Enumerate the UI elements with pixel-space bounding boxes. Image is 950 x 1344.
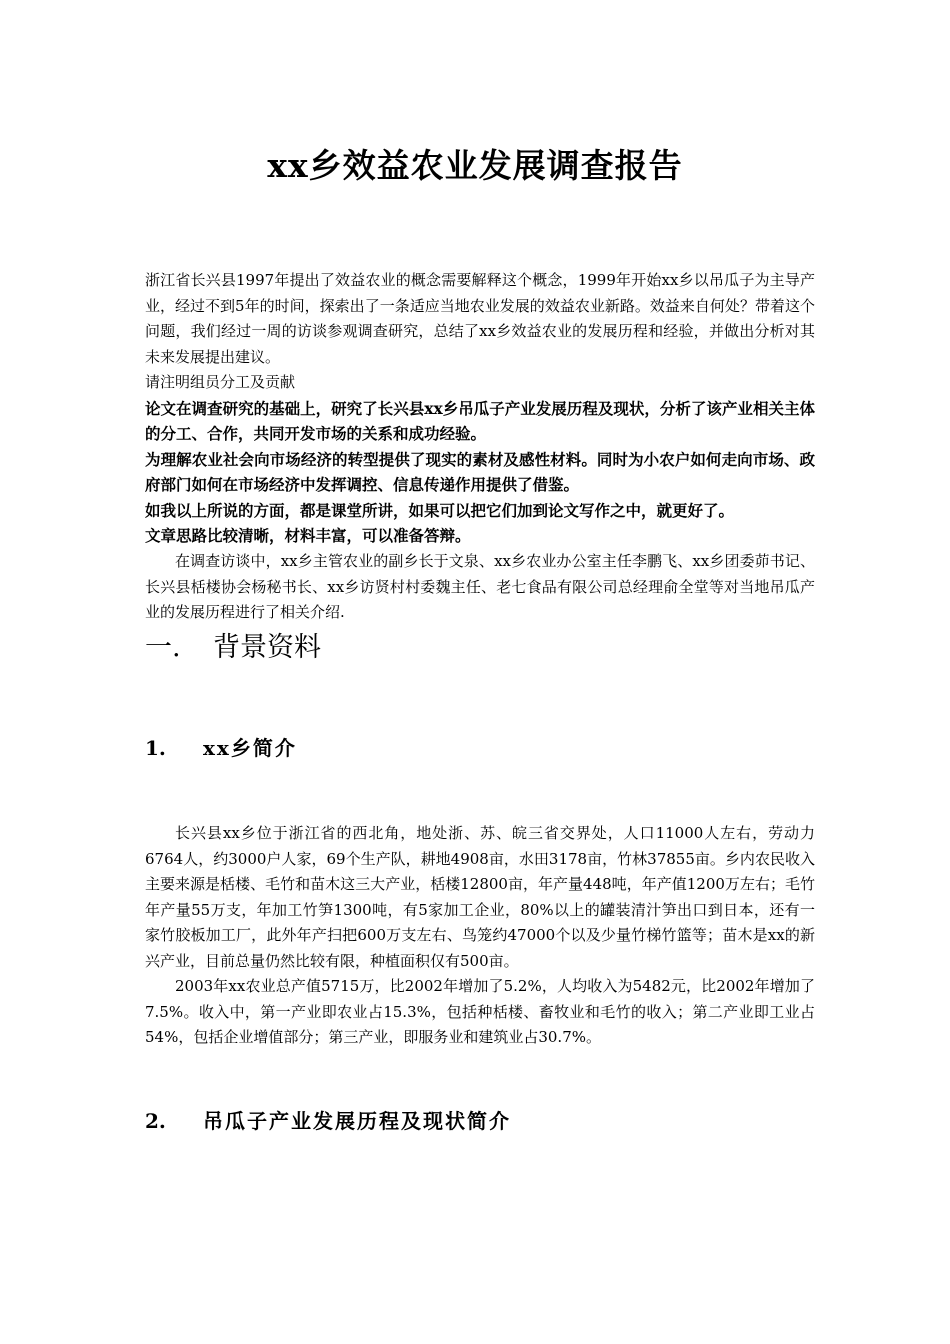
subsection-heading-township [145, 733, 297, 763]
subsection-title: xx乡简介 [203, 736, 297, 760]
review-comment-3: 如我以上所说的方面，都是课堂所讲，如果可以把它们加到论文写作之中，就更好了。 [145, 500, 735, 520]
document-title: xx乡效益农业发展调查报告 [267, 146, 683, 185]
interview-paragraph: 在调查访谈中，xx乡主管农业的副乡长于文泉、xx乡农业办公室主任李鹏飞、xx乡团委茆书记、长兴县栝楼协会杨秘书长、xx乡访贤村村委魏主任、老七食品有限公司总经理俞全堂等对当地吊瓜产业的发展历程进行了相关介绍. [145, 552, 815, 622]
team-note: 请注明组员分工及贡献 [145, 373, 296, 391]
intro-paragraph: 浙江省长兴县1997年提出了效益农业的概念需要解释这个概念，1999年开始xx乡以吊瓜子为主导产业，经过不到5年的时间，探索出了一条适应当地农业发展的效益农业新路。效益来自何处？带着这个问题，我们经过一周的访谈参观调查研究，总结了xx乡效益农业的发展历程和经验，并做出分析对其未来发展提出建议。 [145, 271, 815, 366]
section-heading-background [145, 628, 321, 668]
intro-section [145, 268, 815, 626]
township-paragraph-2: 2003年xx农业总产值5715万，比2002年增加了5.2%，人均收入为5482元，比2002年增加了7.5%。收入中，第一产业即农业占15.3%，包括种栝楼、畜牧业和毛竹的收入；第二产业即工业占54%，包括企业增值部分；第三产业，即服务业和建筑业占30.7%。 [145, 977, 815, 1046]
subsection-number: 1. [145, 736, 166, 760]
subsection-title: 吊瓜子产业发展历程及现状简介 [203, 1109, 511, 1133]
review-comment-2: 为理解农业社会向市场经济的转型提供了现实的素材及感性材料。同时为小农户如何走向市场、政府部门如何在市场经济中发挥调控、信息传递作用提供了借鉴。 [145, 449, 815, 495]
section-title: 背景资料 [213, 632, 321, 663]
section-number: 一. [145, 632, 181, 663]
subsection-heading-industry [145, 1106, 511, 1136]
review-comment-1: 论文在调查研究的基础上，研究了长兴县xx乡吊瓜子产业发展历程及现状，分析了该产业相关主体的分工、合作，共同开发市场的关系和成功经验。 [145, 398, 815, 444]
review-comment-4: 文章思路比较清晰，材料丰富，可以准备答辩。 [145, 526, 471, 546]
subsection-number: 2. [145, 1109, 166, 1133]
township-section [145, 821, 815, 1051]
township-paragraph-1: 长兴县xx乡位于浙江省的西北角，地处浙、苏、皖三省交界处，人口11000人左右，劳动力6764人，约3000户人家，69个生产队，耕地4908亩，水田3178亩，竹林37855亩。乡内农民收入主要来源是栝楼、毛竹和苗木这三大产业，栝楼12800亩，年产量448吨，年产值1200万左右；毛竹年产量55万支，年加工竹笋1300吨，有5家加工企业，80%以上的罐装清汁笋出口到日本，还有一家竹胶板加工厂，此外年产扫把600万支左右、鸟笼约47000个以及少量竹梯竹篮等；苗木是xx的新兴产业，目前总量仍然比较有限，种植面积仅有500亩。 [145, 824, 815, 970]
